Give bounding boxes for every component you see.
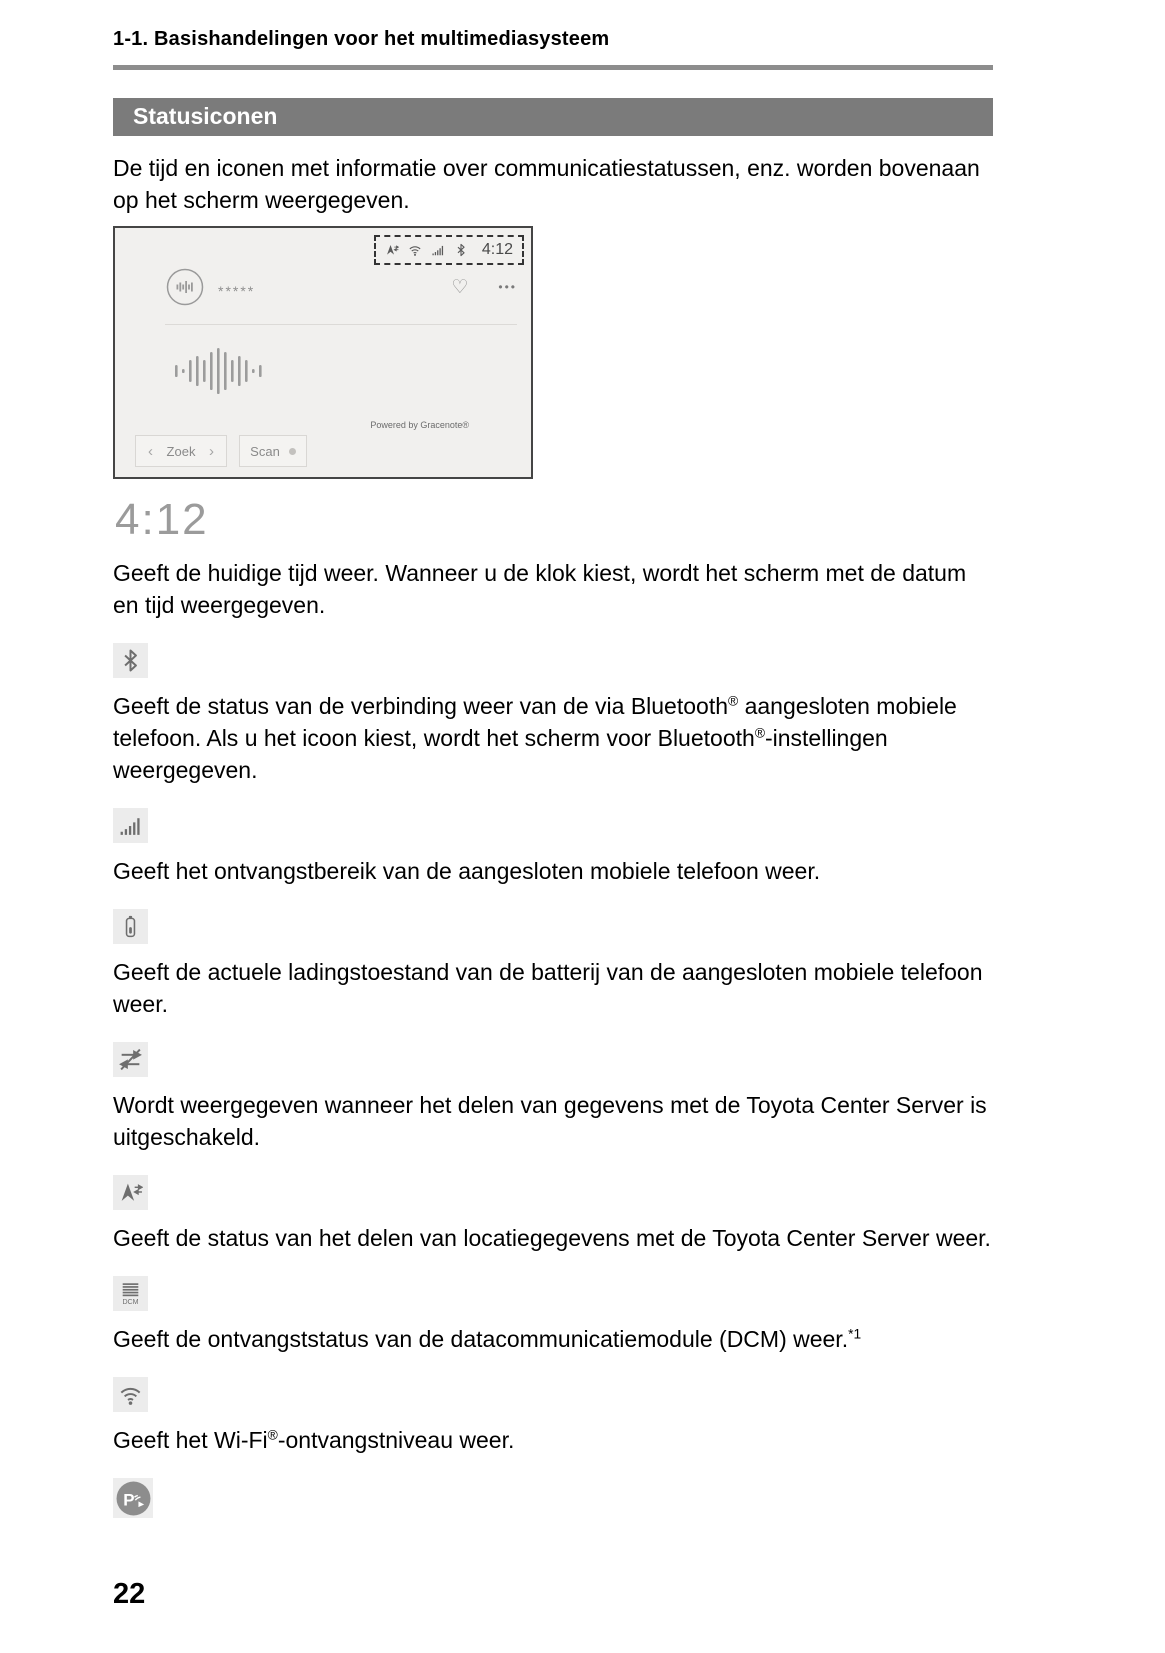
status-icon-item <box>113 1042 993 1153</box>
section-title: Statusiconen <box>113 98 993 136</box>
status-icon-item <box>113 1478 993 1518</box>
wifi-icon <box>408 243 422 257</box>
more-options-icon: ••• <box>498 280 517 294</box>
chapter-heading: 1-1. Basishandelingen voor het multimediasysteem <box>113 28 610 50</box>
multimedia-screenshot <box>113 226 533 479</box>
station-divider <box>165 324 517 325</box>
data-sharing-off-icon <box>113 1042 148 1077</box>
status-icon-item <box>113 643 993 786</box>
status-icon-item <box>113 1175 993 1254</box>
status-icon-list <box>113 495 993 1518</box>
wifi-level-icon <box>113 1377 148 1412</box>
time-display-sample: 4:12 <box>115 495 209 544</box>
battery-status-icon <box>113 909 148 944</box>
bluetooth-status-icon <box>113 643 148 678</box>
gracenote-credit: Powered by Gracenote® <box>370 420 469 430</box>
seek-button-label: Zoek <box>166 443 196 459</box>
status-icon-description: Geeft de status van het delen van locatiegegevens met de Toyota Center Server weer. <box>113 1225 991 1251</box>
status-icon-description: Geeft de actuele ladingstoestand van de batterij van de aangesloten mobiele telefoon weer. <box>113 959 983 1017</box>
station-name: ***** <box>218 283 256 299</box>
status-icon-description: Geeft de ontvangststatus van de datacommunicatiemodule (DCM) weer.$^{*1}$ <box>113 1326 862 1352</box>
scan-indicator-dot <box>289 448 296 455</box>
page-number: 22 <box>113 1578 146 1610</box>
status-icon-description: Geeft de huidige tijd weer. Wanneer u de klok kiest, wordt het scherm met de datum en tijd weergegeven. <box>113 560 967 618</box>
location-sharing-icon <box>385 243 399 257</box>
status-icon-item <box>113 1377 993 1456</box>
dcm-reception-icon <box>113 1276 148 1311</box>
status-icon-item <box>113 808 993 887</box>
station-row <box>165 264 517 310</box>
scan-button <box>239 435 307 467</box>
scan-button-label: Scan <box>250 443 280 459</box>
audio-waveform-graphic <box>173 344 265 398</box>
station-logo-icon <box>165 267 205 307</box>
status-icon-item <box>113 495 993 621</box>
bluetooth-icon <box>454 243 468 257</box>
signal-strength-icon <box>113 808 148 843</box>
header-divider <box>113 65 993 70</box>
intro-paragraph: De tijd en iconen met informatie over communicatiestatussen, enz. worden bovenaan op het scherm weergegeven. <box>113 155 980 213</box>
seek-next-chevron: › <box>209 442 214 460</box>
seek-prev-chevron: ‹ <box>148 442 153 460</box>
signal-strength-icon <box>431 243 445 257</box>
status-icon-item <box>113 909 993 1020</box>
clock-display: 4:12 <box>481 241 513 258</box>
status-icon-description: Geeft de status van de verbinding weer van de via Bluetooth® aangesloten mobiele telefoon. Als u het icoon kiest, wordt het scherm voor Bluetooth®-instellingen weergegeven. <box>113 693 957 783</box>
remote-park-icon <box>113 1478 153 1518</box>
seek-button <box>135 435 227 467</box>
statusbar-highlight-box <box>374 235 524 265</box>
location-sharing-icon <box>113 1175 148 1210</box>
favorite-icon: ♡ <box>451 276 469 298</box>
status-icon-description: Geeft het Wi-Fi®-ontvangstniveau weer. <box>113 1427 515 1453</box>
status-icon-description: Wordt weergegeven wanneer het delen van gegevens met de Toyota Center Server is uitgeschakeld. <box>113 1092 987 1150</box>
status-icon-item <box>113 1276 993 1355</box>
status-icon-description: Geeft het ontvangstbereik van de aangesloten mobiele telefoon weer. <box>113 858 821 884</box>
